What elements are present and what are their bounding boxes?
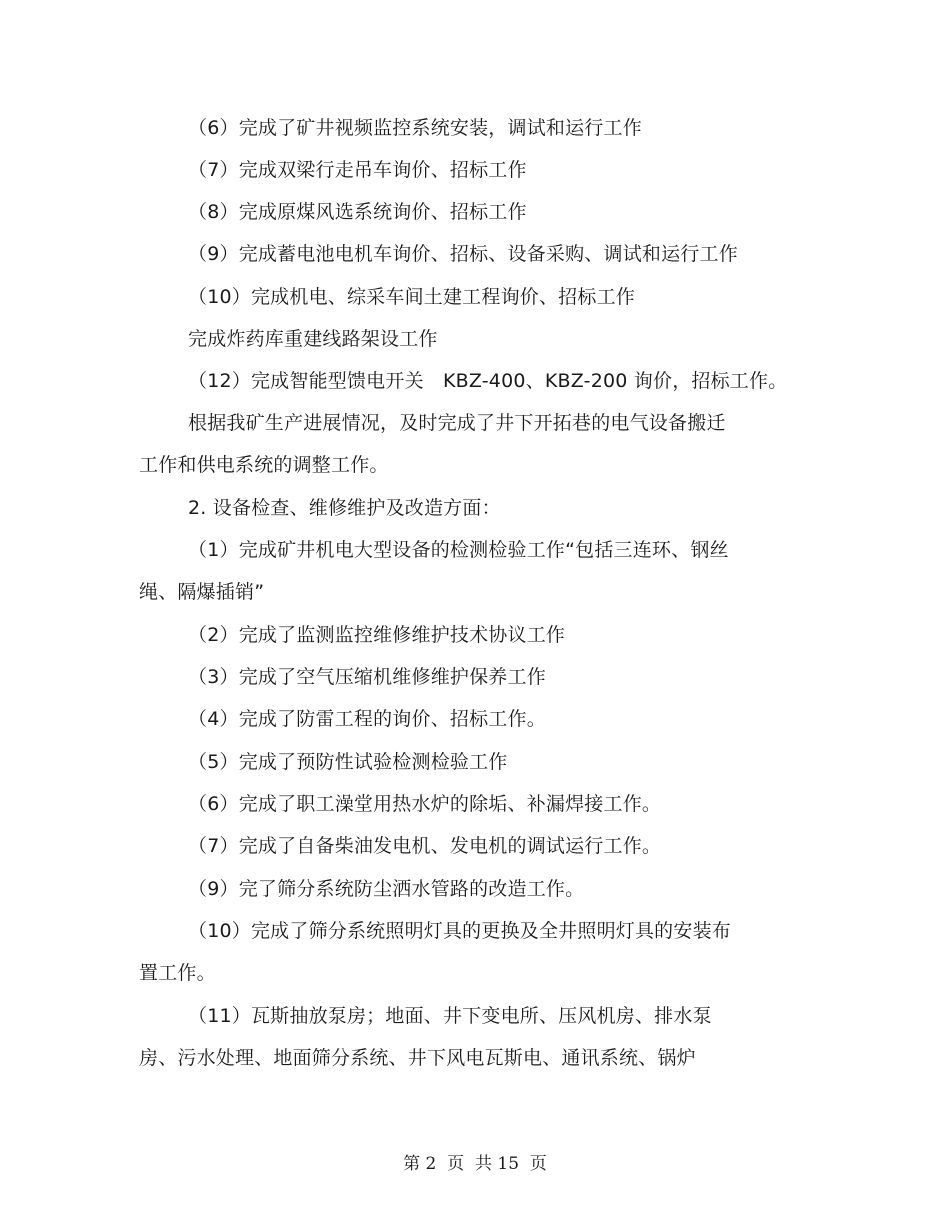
text-line: （12）完成智能型馈电开关 KBZ-400、KBZ-200 询价，招标工作。 (188, 370, 788, 392)
text-line: （7）完成了自备柴油发电机、发电机的调试运行工作。 (188, 835, 662, 857)
text-line: 根据我矿生产进展情况，及时完成了井下开拓巷的电气设备搬迁 (188, 412, 726, 434)
text-line: （2）完成了监测监控维修维护技术协议工作 (188, 624, 566, 646)
text-line: （4）完成了防雷工程的询价、招标工作。 (188, 708, 546, 730)
text-line: 完成炸药库重建线路架设工作 (188, 328, 438, 350)
text-line: 置工作。 (139, 962, 216, 984)
text-line: （1）完成矿井机电大型设备的检测检验工作“包括三连环、钢丝 (188, 539, 729, 561)
text-line: （5）完成了预防性试验检测检验工作 (188, 751, 508, 773)
text-line: 绳、隔爆插销” (139, 581, 265, 603)
section-heading: 2. 设备检查、维修维护及改造方面： (188, 497, 501, 519)
text-line: （6）完成了职工澡堂用热水炉的除垢、补漏焊接工作。 (188, 793, 662, 815)
text-line: （7）完成双梁行走吊车询价、招标工作 (188, 159, 527, 181)
text-line: （9）完了筛分系统防尘洒水管路的改造工作。 (188, 878, 585, 900)
text-line: （8）完成原煤风选系统询价、招标工作 (188, 201, 527, 223)
text-line: （6）完成了矿井视频监控系统安装，调试和运行工作 (188, 117, 642, 139)
text-line: （9）完成蓄电池电机车询价、招标、设备采购、调试和运行工作 (188, 243, 738, 265)
text-line: （10）完成机电、综采车间土建工程询价、招标工作 (188, 286, 635, 308)
text-line: 房、污水处理、地面筛分系统、井下风电瓦斯电、通讯系统、锅炉 (139, 1047, 696, 1069)
text-line: （3）完成了空气压缩机维修维护保养工作 (188, 666, 546, 688)
text-line: （10）完成了筛分系统照明灯具的更换及全井照明灯具的安装布 (188, 920, 731, 942)
text-line: （11）瓦斯抽放泵房；地面、井下变电所、压风机房、排水泵 (188, 1005, 712, 1027)
text-line: 工作和供电系统的调整工作。 (139, 454, 389, 476)
page-number-footer: 第 2 页 共 15 页 (403, 1154, 547, 1174)
